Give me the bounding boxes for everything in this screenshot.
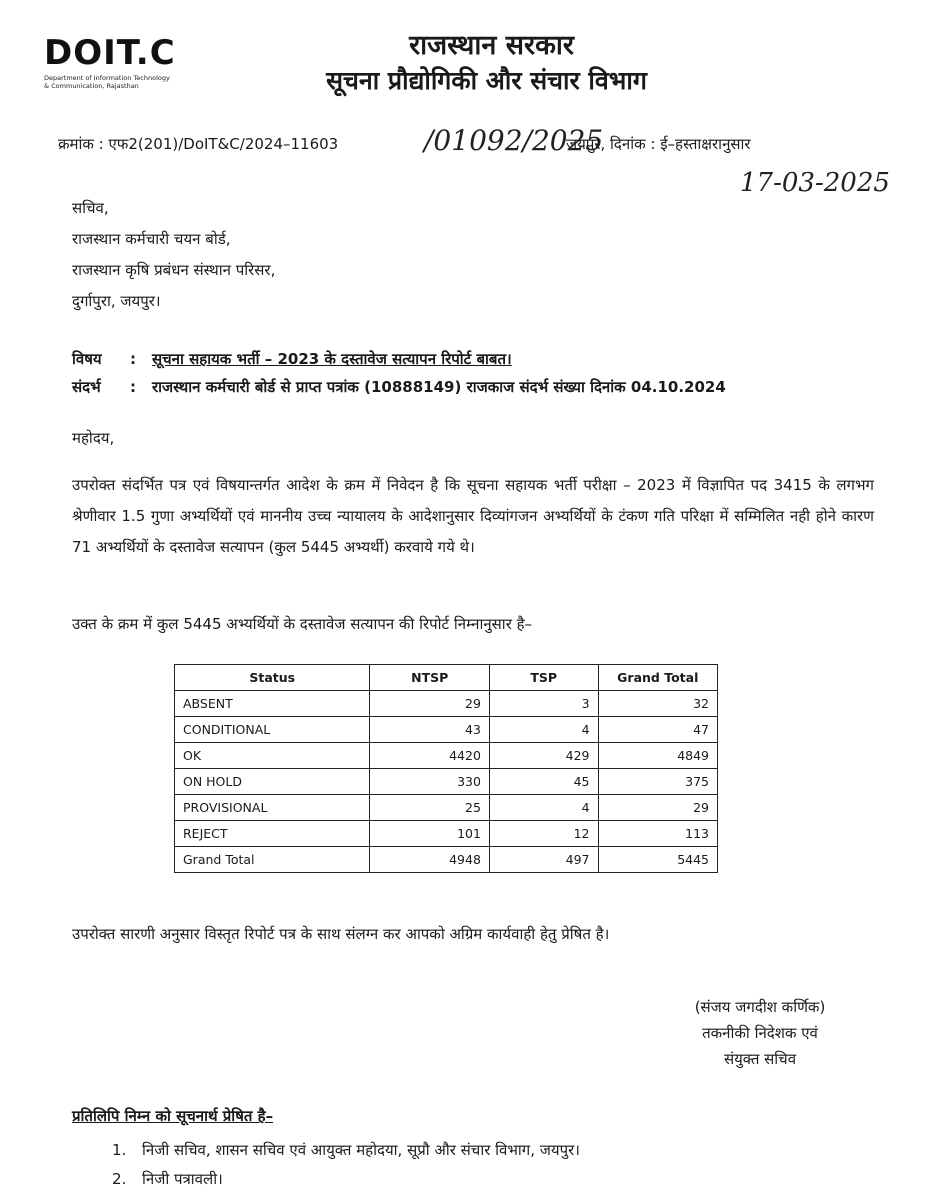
table-header-row <box>175 665 718 691</box>
table-total-row <box>175 847 718 873</box>
cell-tsp: 4 <box>489 717 598 743</box>
handwritten-number: /01092/2025 <box>424 124 604 157</box>
cell-ntsp: 29 <box>370 691 489 717</box>
cell-tsp: 45 <box>489 769 598 795</box>
address-line-2: राजस्थान कर्मचारी चयन बोर्ड, <box>72 230 231 248</box>
cell-status: OK <box>175 743 370 769</box>
copy-list <box>112 1136 580 1194</box>
handwritten-date: 17-03-2025 <box>740 168 890 198</box>
cell-ntsp: 101 <box>370 821 489 847</box>
table-row <box>175 717 718 743</box>
cell-total: 29 <box>598 795 717 821</box>
cell-tsp: 429 <box>489 743 598 769</box>
signature-block <box>650 994 870 1072</box>
table-row <box>175 743 718 769</box>
col-ntsp: NTSP <box>370 665 489 691</box>
cell-ntsp: 4420 <box>370 743 489 769</box>
department-title: सूचना प्रौद्योगिकी और संचार विभाग <box>326 66 647 95</box>
place-date: जयपुर, दिनांक : ई–हस्ताक्षरानुसार <box>566 135 751 153</box>
table-row <box>175 821 718 847</box>
list-item: 2. निजी पत्रावली। <box>112 1170 223 1188</box>
cell-tsp: 4 <box>489 795 598 821</box>
body-paragraph-2: उक्त के क्रम में कुल 5445 अभ्यर्थियों के दस्तावेज सत्यापन की रिपोर्ट निम्नानुसार है– <box>72 615 533 633</box>
address-line-3: राजस्थान कृषि प्रबंधन संस्थान परिसर, <box>72 261 276 279</box>
cell-status: ON HOLD <box>175 769 370 795</box>
copy-heading: प्रतिलिपि निम्न को सूचनार्थ प्रेषित है– <box>72 1107 274 1125</box>
cell-ntsp: 330 <box>370 769 489 795</box>
cell-total: 4849 <box>598 743 717 769</box>
cell-status: CONDITIONAL <box>175 717 370 743</box>
table-row <box>175 795 718 821</box>
list-item: 1. निजी सचिव, शासन सचिव एवं आयुक्त महोदया, सूप्रौ और संचार विभाग, जयपुर। <box>112 1141 580 1159</box>
table-row <box>175 691 718 717</box>
letter-header <box>0 28 943 98</box>
cell-total: 32 <box>598 691 717 717</box>
cell-status: Grand Total <box>175 847 370 873</box>
cell-ntsp: 25 <box>370 795 489 821</box>
logo-line-2: & Communication, Rajasthan <box>44 82 139 90</box>
cell-total: 113 <box>598 821 717 847</box>
cell-ntsp: 4948 <box>370 847 489 873</box>
ref-text: राजस्थान कर्मचारी बोर्ड से प्राप्त पत्रांक (10888149) राजकाज संदर्भ संख्या दिनांक 04.10.2024 <box>152 378 726 396</box>
address-line-1: सचिव, <box>72 199 109 217</box>
government-title: राजस्थान सरकार <box>409 30 574 61</box>
subject-label: विषय <box>72 350 102 368</box>
signatory-designation-1: तकनीकी निदेशक एवं <box>702 1024 818 1042</box>
ref-label: संदर्भ <box>72 378 101 396</box>
verification-report-table <box>174 664 718 873</box>
cell-status: REJECT <box>175 821 370 847</box>
col-status: Status <box>175 665 370 691</box>
signatory-name: (संजय जगदीश कर्णिक) <box>694 998 826 1016</box>
body-paragraph-1: उपरोक्त संदर्भित पत्र एवं विषयान्तर्गत आदेश के क्रम में निवेदन है कि सूचना सहायक भर्ती परीक्षा – 2023 में विज्ञापित पद 3415 के लगभग श्रेणीवार 1.5 गुणा अभ्यर्थियों एवं माननीय उच्च न्यायालय के आदेशानुसार दिव्यांगजन अभ्यर्थियों के टंकण गति परिक्षा में सम्मिलित नही होने कारण 71 अभ्यर्थियों के दस्तावेज सत्यापन (कुल 5445 अभ्यर्थी) करवाये गये थे। <box>72 476 874 556</box>
logo-mark: DOIT.C <box>44 33 176 73</box>
table-row <box>175 769 718 795</box>
cell-tsp: 497 <box>489 847 598 873</box>
cell-status: PROVISIONAL <box>175 795 370 821</box>
cell-total: 5445 <box>598 847 717 873</box>
reference-number: क्रमांक : एफ2(201)/DoIT&C/2024–11603 <box>58 135 339 153</box>
signatory-designation-2: संयुक्त सचिव <box>723 1050 797 1068</box>
cell-ntsp: 43 <box>370 717 489 743</box>
cell-status: ABSENT <box>175 691 370 717</box>
closing-line: उपरोक्त सारणी अनुसार विस्तृत रिपोर्ट पत्र के साथ संलग्न कर आपको अग्रिम कार्यवाही हेतु प्रेषित है। <box>72 925 610 943</box>
address-line-4: दुर्गापुरा, जयपुर। <box>72 292 161 310</box>
subject-block: विषय : सूचना सहायक भर्ती – 2023 के दस्तावेज सत्यापन रिपोर्ट बाबत। संदर्भ : राजस्थान कर्मचारी बोर्ड से प्राप्त पत्रांक (10888149) राजकाज संदर्भ संख्या दिनांक 04.10.2024 <box>72 345 726 401</box>
subject-text: सूचना सहायक भर्ती – 2023 के दस्तावेज सत्यापन रिपोर्ट बाबत। <box>152 350 512 368</box>
recipient-address <box>72 193 275 317</box>
salutation: महोदय, <box>72 429 115 447</box>
cell-total: 375 <box>598 769 717 795</box>
logo-line-1: Department of Information Technology <box>44 74 170 82</box>
cell-tsp: 12 <box>489 821 598 847</box>
col-tsp: TSP <box>489 665 598 691</box>
cell-tsp: 3 <box>489 691 598 717</box>
col-grand-total: Grand Total <box>598 665 717 691</box>
cell-total: 47 <box>598 717 717 743</box>
